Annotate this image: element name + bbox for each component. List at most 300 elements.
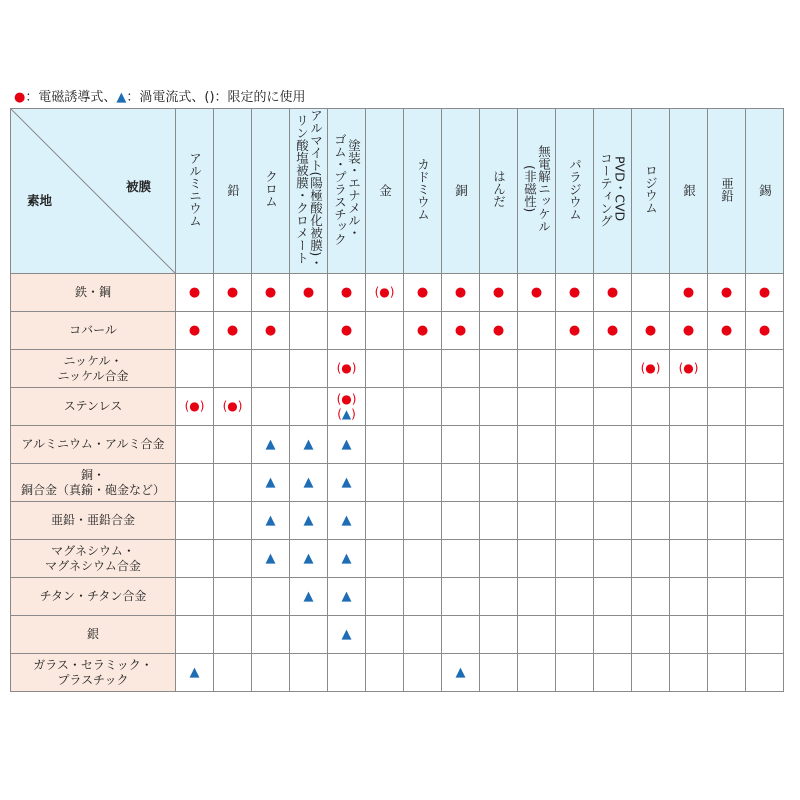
em-mark: ● [683, 361, 694, 375]
table-cell [252, 654, 290, 692]
table-cell [252, 502, 290, 540]
table-cell [708, 388, 746, 426]
eddy-mark: ▲ [341, 550, 352, 566]
table-cell [746, 540, 784, 578]
table-cell [746, 426, 784, 464]
em-legend-text: ：電磁誘導式、 [25, 90, 117, 105]
table-cell [556, 502, 594, 540]
table-cell [290, 540, 328, 578]
table-cell [290, 616, 328, 654]
table-cell [594, 464, 632, 502]
table-cell [670, 578, 708, 616]
table-cell [442, 502, 480, 540]
table-row [11, 312, 784, 350]
table-cell [328, 312, 366, 350]
table-cell: (●) [176, 388, 214, 426]
table-cell [594, 426, 632, 464]
em-mark: ● [682, 284, 695, 300]
column-header-label: 錫 [757, 184, 773, 197]
compatibility-table [10, 108, 784, 692]
table-cell [746, 274, 784, 312]
em-mark: ● [341, 391, 352, 406]
table-cell [518, 654, 556, 692]
table-cell [442, 426, 480, 464]
column-header [632, 109, 670, 274]
em-mark: ● [454, 322, 467, 338]
table-cell [594, 616, 632, 654]
table-cell [290, 426, 328, 464]
table-cell [708, 616, 746, 654]
em-mark: ● [340, 284, 353, 300]
table-cell [632, 616, 670, 654]
table-cell [252, 274, 290, 312]
em-mark: ● [568, 322, 581, 338]
table-cell [176, 464, 214, 502]
table-cell [518, 616, 556, 654]
table-cell [594, 350, 632, 388]
row-header [11, 540, 176, 578]
em-mark: ● [226, 284, 239, 300]
table-cell [556, 578, 594, 616]
table-cell [480, 502, 518, 540]
column-header [480, 109, 518, 274]
table-cell [556, 312, 594, 350]
column-header [252, 109, 290, 274]
table-cell [442, 350, 480, 388]
table-cell [480, 274, 518, 312]
table-row [11, 616, 784, 654]
table-cell [290, 388, 328, 426]
table-cell [404, 464, 442, 502]
table-cell [594, 388, 632, 426]
column-header-label: 塗装・エナメル・ ゴム・プラスチック [332, 132, 362, 246]
coating-label: 被膜 [125, 179, 151, 194]
row-header-label: ニッケル・ ニッケル合金 [57, 353, 129, 383]
table-cell [708, 502, 746, 540]
table-cell [670, 540, 708, 578]
eddy-mark: ▲ [265, 436, 276, 452]
eddy-mark: ▲ [455, 664, 466, 680]
column-header [556, 109, 594, 274]
table-cell [366, 616, 404, 654]
table-cell [366, 426, 404, 464]
table-cell [556, 616, 594, 654]
table-cell [366, 654, 404, 692]
column-header [366, 109, 404, 274]
table-cell [480, 312, 518, 350]
table-cell [290, 274, 328, 312]
column-header [290, 109, 328, 274]
table-cell [518, 426, 556, 464]
table-cell [252, 578, 290, 616]
em-mark: ● [530, 284, 543, 300]
eddy-mark: ▲ [303, 588, 314, 604]
em-mark: ● [758, 322, 771, 338]
table-cell: (●) [214, 388, 252, 426]
table-cell [480, 616, 518, 654]
limited-legend-text: ：限定的に使用 [214, 90, 306, 105]
table-cell [708, 578, 746, 616]
table-cell [404, 388, 442, 426]
em-mark: ● [606, 284, 619, 300]
em-mark: ● [379, 285, 390, 299]
table-cell [176, 350, 214, 388]
row-header-label: ガラス・セラミック・ プラスチック [33, 657, 153, 687]
eddy-mark: ▲ [341, 474, 352, 490]
table-row [11, 502, 784, 540]
eddy-mark: ▲ [341, 436, 352, 452]
table-cell [670, 388, 708, 426]
em-mark: ● [682, 322, 695, 338]
row-header [11, 502, 176, 540]
table-cell [594, 312, 632, 350]
table-cell [632, 388, 670, 426]
table-row [11, 578, 784, 616]
table-cell [328, 274, 366, 312]
table-cell [366, 464, 404, 502]
table-cell [746, 578, 784, 616]
em-mark: ● [416, 322, 429, 338]
em-mark: ● [264, 322, 277, 338]
row-header [11, 654, 176, 692]
table-cell [632, 312, 670, 350]
em-mark: ● [189, 399, 200, 413]
column-header [746, 109, 784, 274]
table-row [11, 464, 784, 502]
table-row [11, 274, 784, 312]
row-header [11, 616, 176, 654]
table-cell [290, 350, 328, 388]
table-cell [366, 502, 404, 540]
row-header [11, 578, 176, 616]
table-cell [746, 464, 784, 502]
table-cell [214, 464, 252, 502]
table-cell [366, 312, 404, 350]
table-cell [746, 350, 784, 388]
table-cell [518, 502, 556, 540]
em-mark: ● [645, 361, 656, 375]
em-mark: ● [416, 284, 429, 300]
em-mark: ● [720, 284, 733, 300]
eddy-mark: ▲ [341, 406, 352, 421]
table-cell [594, 654, 632, 692]
column-header [404, 109, 442, 274]
table-row [11, 654, 784, 692]
table-cell [366, 350, 404, 388]
table-cell [404, 540, 442, 578]
table-cell [214, 578, 252, 616]
table-cell [442, 312, 480, 350]
limited-symbol: () [204, 90, 215, 105]
table-cell [518, 578, 556, 616]
table-cell [214, 350, 252, 388]
table-cell [556, 654, 594, 692]
table-cell [176, 654, 214, 692]
table-cell [290, 578, 328, 616]
table-cell [594, 578, 632, 616]
table-cell [290, 654, 328, 692]
table-cell [632, 464, 670, 502]
table-cell [214, 654, 252, 692]
row-header [11, 426, 176, 464]
em-mark: ● [264, 284, 277, 300]
em-mark: ● [226, 322, 239, 338]
em-mark: ● [492, 322, 505, 338]
column-header-label: 亜鉛 [719, 176, 735, 202]
table-cell [252, 540, 290, 578]
table-cell [404, 654, 442, 692]
table-cell [480, 464, 518, 502]
column-header-label: 無電解ニッケル (非磁性) [522, 145, 552, 233]
em-mark: ● [720, 322, 733, 338]
table-cell [746, 654, 784, 692]
table-cell [328, 464, 366, 502]
table-cell [252, 616, 290, 654]
table-cell [708, 426, 746, 464]
table-cell [518, 388, 556, 426]
eddy-mark: ▲ [303, 550, 314, 566]
table-cell [518, 312, 556, 350]
table-cell [214, 616, 252, 654]
row-header-label: マグネシウム・ マグネシウム合金 [45, 543, 141, 573]
table-cell [670, 654, 708, 692]
eddy-mark: ▲ [303, 474, 314, 490]
table-cell [214, 426, 252, 464]
table-cell [290, 464, 328, 502]
table-cell [328, 502, 366, 540]
table-row [11, 426, 784, 464]
table-cell: (●) [328, 350, 366, 388]
table-cell: (●) [366, 274, 404, 312]
base-label: 素地 [27, 193, 53, 208]
row-header-label: コバール [69, 323, 117, 337]
column-header-label: PVD・CVD コーティング [598, 151, 628, 227]
em-mark: ● [606, 322, 619, 338]
eddy-mark: ▲ [265, 550, 276, 566]
table-cell [746, 502, 784, 540]
table-cell [746, 616, 784, 654]
table-cell [328, 616, 366, 654]
table-cell [328, 540, 366, 578]
row-header-label: アルミニウム・アルミ合金 [21, 437, 165, 451]
row-header [11, 388, 176, 426]
table-cell [176, 426, 214, 464]
table-cell [176, 274, 214, 312]
column-header-label: カドミウム [415, 157, 431, 221]
table-cell [556, 350, 594, 388]
table-cell [632, 274, 670, 312]
table-cell [594, 502, 632, 540]
table-cell [518, 274, 556, 312]
column-header-label: ロジウム [643, 164, 659, 214]
row-header-label: チタン・チタン合金 [39, 589, 147, 603]
table-cell [404, 274, 442, 312]
table-cell: (●) (▲) [328, 388, 366, 426]
table-cell [556, 388, 594, 426]
table-cell [214, 502, 252, 540]
table-cell [746, 388, 784, 426]
table-cell [632, 540, 670, 578]
eddy-mark: ▲ [341, 626, 352, 642]
em-mark: ● [341, 361, 352, 375]
eddy-symbol: ▲ [116, 90, 127, 105]
table-cell [670, 274, 708, 312]
table-cell [404, 312, 442, 350]
table-cell [404, 426, 442, 464]
table-cell [328, 654, 366, 692]
em-mark: ● [568, 284, 581, 300]
table-cell [442, 464, 480, 502]
table-cell: (●) [632, 350, 670, 388]
em-mark: ● [454, 284, 467, 300]
em-mark: ● [492, 284, 505, 300]
column-header [328, 109, 366, 274]
table-cell [670, 312, 708, 350]
table-cell [670, 464, 708, 502]
eddy-legend-text: ：渦電流式、 [126, 90, 205, 105]
table-cell [518, 540, 556, 578]
column-header-label: 鉛 [225, 184, 241, 197]
em-mark: ● [340, 322, 353, 338]
table-cell [442, 616, 480, 654]
table-cell [556, 540, 594, 578]
eddy-mark: ▲ [265, 512, 276, 528]
table-cell [252, 312, 290, 350]
row-header [11, 464, 176, 502]
table-body [11, 274, 784, 692]
table-cell [480, 350, 518, 388]
table-cell [404, 502, 442, 540]
row-header [11, 312, 176, 350]
row-header-label: 亜鉛・亜鉛合金 [50, 513, 135, 527]
corner-header [11, 109, 176, 274]
table-cell [252, 464, 290, 502]
column-header-row [11, 109, 784, 274]
table-cell [176, 540, 214, 578]
table-cell [556, 464, 594, 502]
table-row [11, 350, 784, 388]
legend [14, 86, 306, 105]
eddy-mark: ▲ [341, 588, 352, 604]
table-cell [746, 312, 784, 350]
table-cell [214, 312, 252, 350]
row-header [11, 274, 176, 312]
table-cell [632, 654, 670, 692]
table-cell [632, 502, 670, 540]
table-cell [290, 312, 328, 350]
table-cell [442, 540, 480, 578]
column-header [594, 109, 632, 274]
row-header [11, 350, 176, 388]
table-cell [442, 388, 480, 426]
table-cell [366, 540, 404, 578]
column-header-label: はんだ [491, 170, 507, 208]
table-cell [442, 578, 480, 616]
table-cell [252, 426, 290, 464]
table-cell [594, 540, 632, 578]
table-cell [708, 464, 746, 502]
table-cell [404, 616, 442, 654]
table-cell [708, 312, 746, 350]
column-header [518, 109, 556, 274]
table-cell [480, 540, 518, 578]
table-cell [290, 502, 328, 540]
em-mark: ● [188, 322, 201, 338]
em-mark: ● [758, 284, 771, 300]
column-header-label: 金 [377, 184, 393, 197]
table-cell [518, 464, 556, 502]
eddy-mark: ▲ [189, 664, 200, 680]
eddy-mark: ▲ [265, 474, 276, 490]
column-header-label: パラジウム [567, 157, 583, 221]
table-cell [442, 654, 480, 692]
table-cell [176, 616, 214, 654]
column-header-label: アルミニウム [187, 151, 203, 227]
table-cell [176, 502, 214, 540]
em-mark: ● [302, 284, 315, 300]
column-header [214, 109, 252, 274]
table-cell [632, 578, 670, 616]
table-cell [670, 502, 708, 540]
table-cell [556, 274, 594, 312]
table-cell [366, 388, 404, 426]
table-cell [594, 274, 632, 312]
table-cell [176, 312, 214, 350]
em-mark: ● [188, 284, 201, 300]
table-cell [214, 274, 252, 312]
table-cell [404, 578, 442, 616]
table-cell [176, 578, 214, 616]
table-cell [556, 426, 594, 464]
table-cell [214, 540, 252, 578]
table-cell [442, 274, 480, 312]
column-header [708, 109, 746, 274]
table-cell [252, 388, 290, 426]
table-cell [252, 350, 290, 388]
row-header-label: 鉄・鋼 [74, 285, 111, 299]
eddy-mark: ▲ [303, 436, 314, 452]
row-header-label: ステンレス [63, 399, 123, 413]
table-cell [632, 426, 670, 464]
eddy-mark: ▲ [341, 512, 352, 528]
table-cell [328, 578, 366, 616]
table-cell [366, 578, 404, 616]
column-header [670, 109, 708, 274]
table-cell [708, 350, 746, 388]
table-cell [328, 426, 366, 464]
eddy-mark: ▲ [303, 512, 314, 528]
table-cell: (●) [670, 350, 708, 388]
table-row [11, 540, 784, 578]
table-row [11, 388, 784, 426]
row-header-label: 銀 [86, 627, 99, 641]
column-header [442, 109, 480, 274]
table-cell [670, 616, 708, 654]
table-cell [480, 426, 518, 464]
table-cell [708, 654, 746, 692]
table-cell [480, 654, 518, 692]
table-cell [404, 350, 442, 388]
table-cell [670, 426, 708, 464]
em-symbol: ● [14, 90, 26, 105]
column-header-label: 銅 [453, 184, 469, 197]
table-cell [480, 388, 518, 426]
table-cell [708, 540, 746, 578]
column-header-label: アルマイト(陽極酸化被膜)・ リン酸塩被膜・クロメート [294, 109, 324, 269]
em-mark: ● [227, 399, 238, 413]
row-header-label: 銅・ 銅合金（真鍮・砲金など） [20, 467, 165, 497]
column-header-label: 銀 [681, 184, 697, 197]
